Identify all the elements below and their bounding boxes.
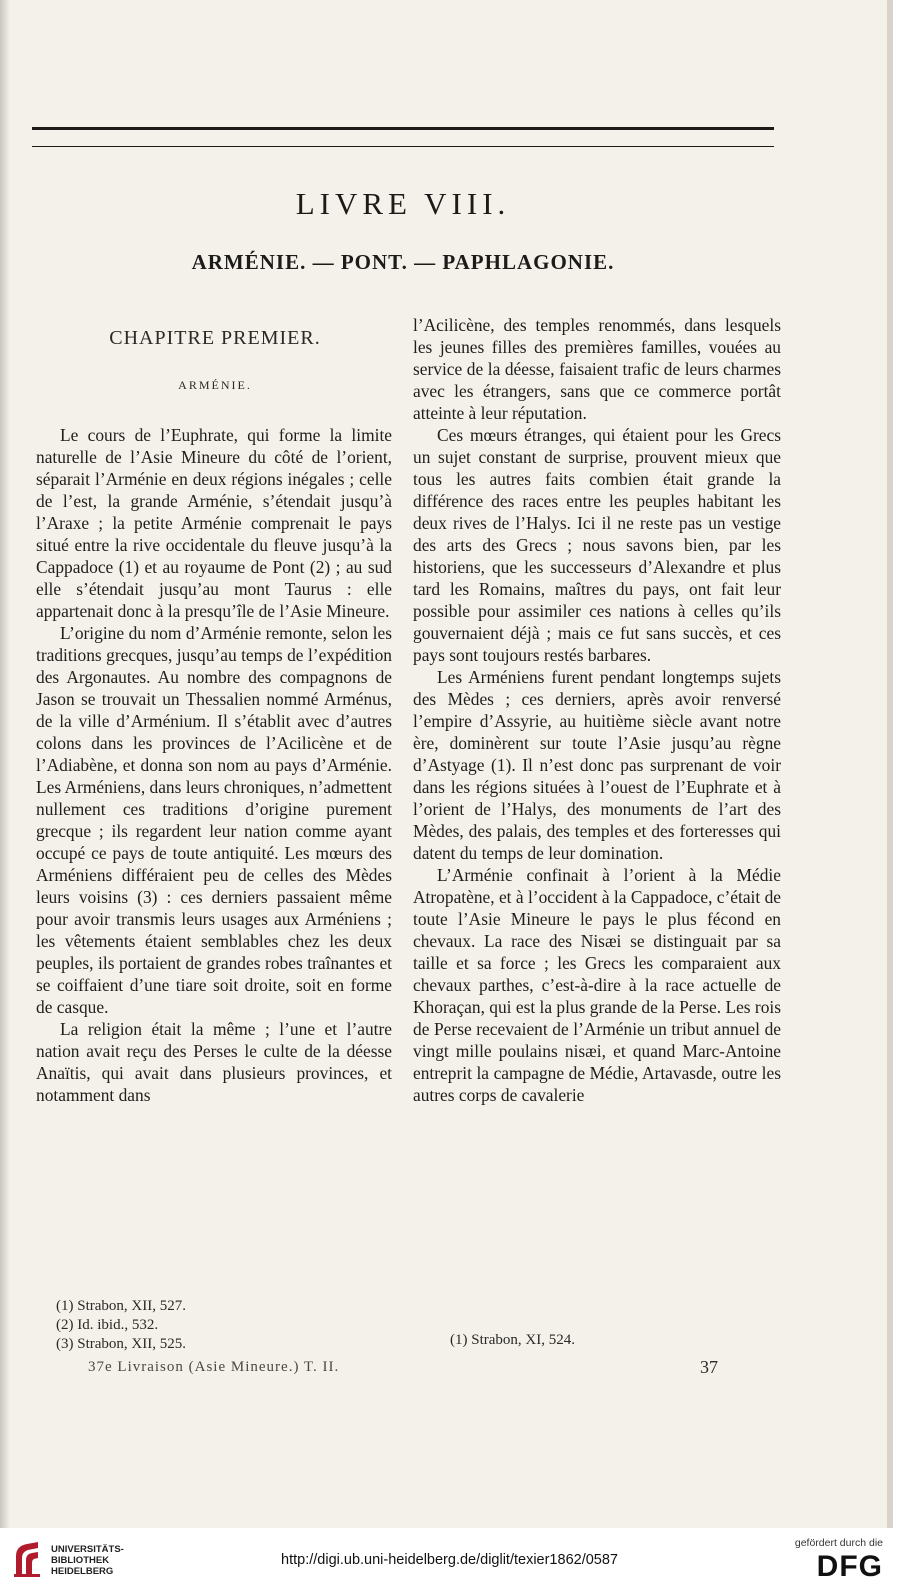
footnote: (1) Strabon, XII, 527.	[56, 1298, 186, 1314]
university-library-name: UNIVERSITÄTS- BIBLIOTHEK HEIDELBERG	[51, 1544, 124, 1577]
header-rule-thick	[32, 127, 774, 130]
paragraph: La religion était la même ; l’une et l’autre nation avait reçu des Perses le culte de la déesse Anaïtis, qui avait dans plusieurs provinces, et notamment dans	[36, 1019, 392, 1105]
right-column	[413, 314, 781, 1106]
page-number: 37	[700, 1357, 718, 1377]
footnote: (3) Strabon, XII, 525.	[56, 1336, 186, 1352]
funded-by-label: gefördert durch die	[794, 1537, 883, 1549]
paragraph: Le cours de l’Euphrate, qui forme la limite naturelle de l’Asie Mineure du côté de l’orient, séparait l’Arménie en deux régions inégales ; celle de l’est, la grande Arménie, s’étendait jusqu’à l’Araxe ; la petite Arménie comprenait le pays situé entre la rive occidentale du fleuve jusqu’à la Cappadoce (1) et au royaume de Pont (2) ; au sud elle s’étendait jusqu’au mont Taurus : elle appartenait donc à la presqu’île de l’Asie Mineure.	[36, 425, 392, 621]
paragraph: Les Arméniens furent pendant longtemps sujets des Mèdes ; ces derniers, après avoir renversé l’empire d’Assyrie, au huitième siècle avant notre ère, dominèrent sur toute l’Asie jusqu’au règne d’Astyage (1). Il n’est donc pas surprenant de voir dans les régions situées à l’ouest de l’Euphrate et à l’orient de l’Halys, des monuments de l’art des Mèdes, des palais, des temples et des forteresses qui datent du temps de leur domination.	[413, 667, 781, 863]
viewer-footer	[0, 1528, 899, 1592]
permalink-url[interactable]: http://digi.ub.uni-heidelberg.de/diglit/texier1862/0587	[281, 1552, 618, 1568]
printer-signature: 37e Livraison (Asie Mineure.) T. II.	[88, 1359, 340, 1375]
header-rule-thin	[32, 146, 774, 147]
footnote: (2) Id. ibid., 532.	[56, 1317, 159, 1333]
footnotes-right	[450, 1331, 770, 1350]
left-column	[36, 424, 392, 1106]
paragraph: Ces mœurs étranges, qui étaient pour les Grecs un sujet constant de surprise, prouvent mieux que tous les autres faits combien était grande la différence des races entre les peuples habitant les deux rives de l’Halys. Ici il ne reste pas un vestige des arts des Grecs ; nous savons bien, par les historiens, que les successeurs d’Alexandre et plus tard les Romains, maîtres du pays, ont fait leur possible pour assimiler ces nations à celles qu’ils gouvernaient déjà ; mais ce fut sans succès, et ces pays sont toujours restés barbares.	[413, 425, 781, 665]
footnote: (1) Strabon, XI, 524.	[450, 1332, 575, 1348]
section-title: ARMÉNIE.	[178, 378, 252, 392]
book-title: LIVRE VIII.	[295, 186, 511, 221]
paragraph: L’Arménie confinait à l’orient à la Médie Atropatène, et à l’occident à la Cappadoce, c’était de toute l’Asie Mineure le pays le plus fécond en chevaux. La race des Nisæi se distinguait par sa taille et sa force ; les Grecs les comparaient aux chevaux parthes, c’est-à-dire à la race actuelle de Khoraçan, qui est la plus grande de la Perse. Les rois de Perse recevaient de l’Arménie un tribut annuel de vingt mille poulains nisæi, et quand Marc-Antoine entreprit la campagne de Médie, Artavasde, outre les autres corps de cavalerie	[413, 865, 781, 1105]
book-subtitle: ARMÉNIE. — PONT. — PAPHLAGONIE.	[191, 250, 615, 274]
dfg-logo[interactable]: DFG	[816, 1550, 883, 1583]
footnotes-left	[56, 1297, 386, 1354]
chapter-title: CHAPITRE PREMIER.	[109, 327, 321, 349]
page-edge	[887, 0, 893, 1528]
paragraph-continuation: l’Acilicène, des temples renommés, dans lesquels les jeunes filles des premières familles, vouées au service de la déesse, faisaient trafic de leurs charmes avec les étrangers, sans que ce commerce portât atteinte à leur réputation.	[413, 315, 781, 423]
page-gutter-shadow	[0, 0, 10, 1528]
paragraph: L’origine du nom d’Arménie remonte, selon les traditions grecques, jusqu’au temps de l’expédition des Argonautes. Au nombre des compagnons de Jason se trouvait un Thessalien nommé Arménus, de la ville d’Arménium. Il s’établit avec d’autres colons dans les provinces de l’Acilicène et de l’Adiabène, et donna son nom au pays d’Arménie. Les Arméniens, dans leurs chroniques, n’admettent nullement ces traditions d’origine purement grecque ; ils regardent leur nation comme ayant occupé ce pays de toute antiquité. Les mœurs des Arméniens différaient peu de celles des Mèdes leurs voisins (3) : ces derniers passaient même pour avoir transmis leurs usages aux Arméniens ; les vêtements étaient semblables chez les deux peuples, ils portaient de grandes robes traînantes et se coiffaient d’une tiare soit droite, soit en forme de casque.	[36, 623, 392, 1017]
